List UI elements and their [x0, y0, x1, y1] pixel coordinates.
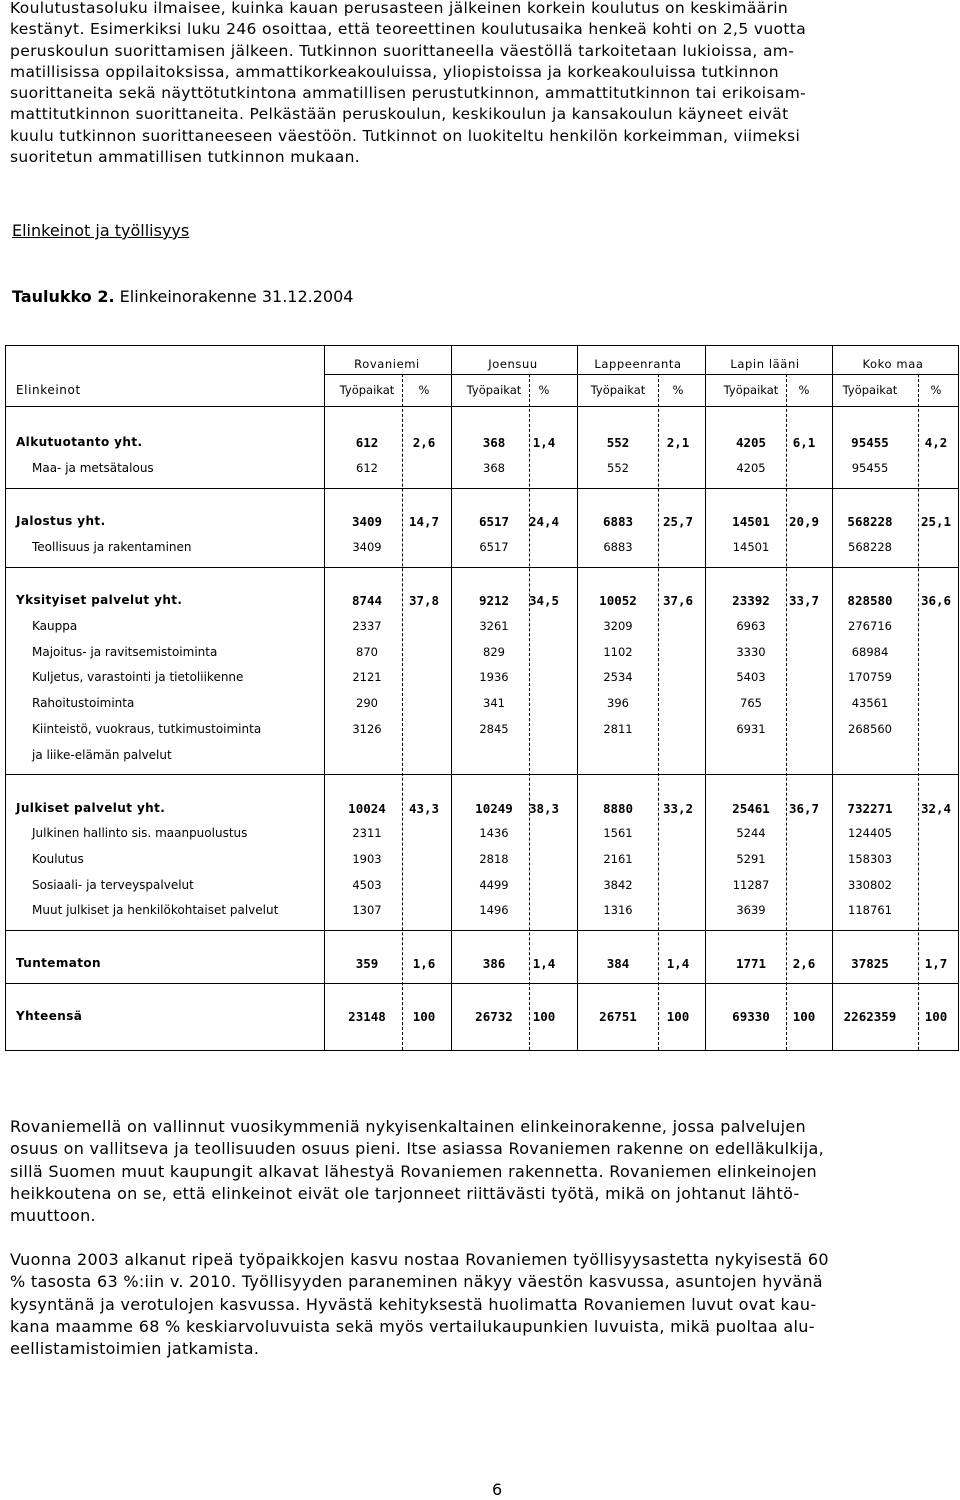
paragraph-line: kysyntänä ja verotulojen kasvussa. Hyvästä kehityksestä huolimatta Rovaniemen luvut ovat kau-	[10, 1294, 817, 1314]
jobs-cell: 6931	[736, 722, 766, 736]
jobs-cell: 6883	[602, 514, 634, 529]
group-divider	[6, 774, 958, 775]
jobs-cell: 384	[606, 956, 630, 971]
pct-header: %	[798, 383, 810, 397]
jobs-cell: 2845	[479, 722, 509, 736]
row-label: Yhteensä	[16, 1009, 83, 1023]
paragraph-line: muuttoon.	[10, 1206, 96, 1226]
paragraph-line: osuus on vallitseva ja teollisuuden osuus pieni. Itse asiassa Rovaniemen rakenne on edelläkulkija,	[10, 1139, 824, 1159]
row-label: Alkutuotanto yht.	[16, 435, 143, 449]
jobs-cell: 2534	[603, 670, 633, 684]
column-dash	[529, 374, 530, 1050]
jobs-cell: 118761	[848, 903, 892, 917]
pct-cell: 25,7	[662, 514, 694, 529]
jobs-cell: 23148	[348, 1009, 386, 1024]
paragraph-line: % tasosta 63 %:iin v. 2010. Työllisyyden paraneminen näkyy väestön kasvussa, asuntojen hyvänä	[10, 1272, 823, 1292]
paragraph-structure	[10, 1116, 950, 1227]
jobs-cell: 10024	[348, 801, 386, 816]
intro-line: kestänyt. Esimerkiksi luku 246 osoittaa, että teoreettinen koulutusaika henkeä kohti on 2,5 vuotta	[10, 20, 807, 39]
pct-cell: 25,1	[920, 514, 952, 529]
jobs-cell: 14501	[732, 540, 770, 554]
pct-cell: 100	[412, 1009, 436, 1024]
jobs-cell: 2262359	[843, 1009, 897, 1024]
row-label: Maa- ja metsätalous	[32, 461, 154, 475]
jobs-cell: 95455	[851, 435, 889, 450]
pct-cell: 1,4	[532, 956, 556, 971]
pct-cell: 24,4	[528, 514, 560, 529]
jobs-cell: 37825	[851, 956, 889, 971]
jobs-cell: 6517	[479, 540, 509, 554]
pct-cell: 1,4	[532, 435, 556, 450]
group-divider	[6, 488, 958, 489]
jobs-cell: 10249	[475, 801, 513, 816]
row-label: Jalostus yht.	[16, 514, 106, 528]
pct-cell: 1,7	[924, 956, 948, 971]
jobs-cell: 3409	[352, 540, 382, 554]
intro-line: suoritetun ammatillisen tutkinnon mukaan.	[10, 148, 361, 167]
jobs-cell: 4499	[479, 878, 509, 892]
row-label: Koulutus	[32, 852, 84, 866]
jobs-cell: 1436	[479, 826, 509, 840]
jobs-cell: 612	[355, 435, 379, 450]
region-header: Rovaniemi	[354, 357, 420, 371]
industry-structure-table	[5, 345, 959, 1051]
pct-cell: 43,3	[408, 801, 440, 816]
row-header-label: Elinkeinot	[16, 383, 81, 397]
jobs-cell: 1102	[603, 645, 633, 659]
pct-header: %	[418, 383, 430, 397]
pct-cell: 100	[792, 1009, 816, 1024]
region-header: Koko maa	[862, 357, 924, 371]
jobs-cell: 359	[355, 956, 379, 971]
jobs-cell: 5403	[736, 670, 766, 684]
pct-cell: 6,1	[792, 435, 816, 450]
jobs-cell: 69330	[732, 1009, 770, 1024]
row-label: Julkiset palvelut yht.	[16, 801, 166, 815]
jobs-cell: 95455	[851, 461, 889, 475]
column-divider	[705, 346, 706, 1050]
pct-cell: 38,3	[528, 801, 560, 816]
jobs-cell: 14501	[732, 514, 770, 529]
pct-cell: 36,7	[788, 801, 820, 816]
jobs-cell: 552	[606, 435, 630, 450]
jobs-cell: 43561	[851, 696, 889, 710]
paragraph-line: kana maamme 68 % keskiarvoluvuista sekä myös vertailukaupunkien luvuista, mikä puoltaa alu-	[10, 1316, 815, 1336]
jobs-cell: 124405	[848, 826, 892, 840]
intro-line: peruskoulun suorittamisen jälkeen. Tutkinnon suorittaneella väestöllä tarkoitetaan lukioissa, am-	[10, 41, 795, 60]
jobs-header: Työpaikat	[339, 383, 395, 397]
jobs-cell: 870	[356, 645, 378, 659]
jobs-cell: 3330	[736, 645, 766, 659]
column-dash	[918, 374, 919, 1050]
row-label: Sosiaali- ja terveyspalvelut	[32, 878, 194, 892]
row-label: Kauppa	[32, 619, 78, 633]
paragraph-line: heikkoutena on se, että elinkeinot eivät ole tarjonneet riittävästi työtä, mikä on johtanut lähtö-	[10, 1183, 800, 1203]
jobs-header: Työpaikat	[723, 383, 779, 397]
jobs-cell: 612	[356, 461, 378, 475]
row-label: Muut julkiset ja henkilökohtaiset palvelut	[32, 903, 279, 917]
jobs-cell: 368	[482, 435, 506, 450]
jobs-cell: 5291	[736, 852, 766, 866]
jobs-cell: 2161	[603, 852, 633, 866]
column-divider	[577, 346, 578, 1050]
jobs-cell: 1561	[603, 826, 633, 840]
jobs-header: Työpaikat	[466, 383, 522, 397]
pct-cell: 2,1	[666, 435, 690, 450]
jobs-cell: 6883	[603, 540, 633, 554]
paragraph-employment	[10, 1249, 950, 1360]
paragraph-line: Rovaniemellä on vallinnut vuosikymmeniä nykyisenkaltainen elinkeinorakenne, jossa palvelujen	[10, 1117, 806, 1136]
intro-line: kuulu tutkinnon suorittaneeseen väestöön. Tutkinnot on luokiteltu henkilön korkeimman, viimeksi	[10, 126, 801, 145]
jobs-cell: 268560	[848, 722, 892, 736]
jobs-cell: 341	[483, 696, 505, 710]
jobs-cell: 11287	[732, 878, 770, 892]
jobs-cell: 2337	[352, 619, 382, 633]
table-caption	[12, 287, 353, 306]
jobs-cell: 23392	[732, 593, 770, 608]
pct-cell: 4,2	[924, 435, 948, 450]
pct-cell: 37,6	[662, 593, 694, 608]
region-header: Lapin lääni	[730, 357, 800, 371]
pct-cell: 100	[924, 1009, 948, 1024]
jobs-cell: 26751	[599, 1009, 637, 1024]
row-label: ja liike-elämän palvelut	[32, 748, 172, 762]
jobs-cell: 1307	[352, 903, 382, 917]
jobs-cell: 276716	[848, 619, 892, 633]
jobs-cell: 1936	[479, 670, 509, 684]
jobs-cell: 3409	[351, 514, 383, 529]
jobs-cell: 8744	[351, 593, 383, 608]
row-label: Yksityiset palvelut yht.	[16, 593, 183, 607]
jobs-cell: 6963	[736, 619, 766, 633]
jobs-cell: 25461	[732, 801, 770, 816]
jobs-cell: 2311	[352, 826, 382, 840]
jobs-cell: 2811	[603, 722, 633, 736]
jobs-cell: 9212	[478, 593, 510, 608]
jobs-cell: 10052	[599, 593, 637, 608]
jobs-cell: 3639	[736, 903, 766, 917]
column-dash	[402, 374, 403, 1050]
pct-cell: 1,6	[412, 956, 436, 971]
intro-line: Koulutustasoluku ilmaisee, kuinka kauan perusasteen jälkeinen korkein koulutus on keskimäärin	[10, 0, 789, 17]
header-divider	[324, 374, 958, 375]
paragraph-line: eellistamistoimien jatkamista.	[10, 1339, 260, 1359]
table-caption-title: Elinkeinorakenne 31.12.2004	[119, 287, 354, 306]
pct-cell: 33,7	[788, 593, 820, 608]
column-divider	[832, 346, 833, 1050]
jobs-cell: 368	[483, 461, 505, 475]
row-label: Kiinteistö, vuokraus, tutkimustoiminta	[32, 722, 262, 736]
jobs-cell: 4205	[736, 461, 766, 475]
jobs-cell: 386	[482, 956, 506, 971]
intro-line: mattitutkinnon suorittaneita. Pelkästään peruskoulun, keskikoulun ja kansakoulun käyneet eivät	[10, 105, 789, 124]
jobs-cell: 2818	[479, 852, 509, 866]
row-label: Julkinen hallinto sis. maanpuolustus	[32, 826, 248, 840]
jobs-cell: 765	[740, 696, 762, 710]
pct-cell: 20,9	[788, 514, 820, 529]
row-label: Tuntematon	[16, 956, 101, 970]
jobs-cell: 1496	[479, 903, 509, 917]
group-divider	[6, 567, 958, 568]
intro-line: suorittaneita sekä näyttötutkintona ammatillisen perustutkinnon, ammattitutkinnon tai erikoisam-	[10, 84, 807, 103]
jobs-cell: 396	[607, 696, 629, 710]
jobs-cell: 68984	[851, 645, 889, 659]
jobs-cell: 26732	[475, 1009, 513, 1024]
jobs-cell: 4503	[352, 878, 382, 892]
pct-cell: 1,4	[666, 956, 690, 971]
column-divider	[324, 346, 325, 1050]
region-header: Lappeenranta	[594, 357, 682, 371]
intro-line: matillisissa oppilaitoksissa, ammattikorkeakouluissa, yliopistoissa ja korkeakouluissa tutkinnon	[10, 62, 779, 81]
pct-header: %	[538, 383, 550, 397]
jobs-cell: 568228	[848, 540, 892, 554]
row-label: Rahoitustoiminta	[32, 696, 135, 710]
jobs-cell: 158303	[848, 852, 892, 866]
jobs-cell: 3842	[603, 878, 633, 892]
jobs-cell: 8880	[602, 801, 634, 816]
page-number: 6	[492, 1480, 503, 1499]
jobs-cell: 170759	[848, 670, 892, 684]
jobs-cell: 829	[483, 645, 505, 659]
pct-cell: 14,7	[408, 514, 440, 529]
table-caption-label: Taulukko 2.	[12, 287, 115, 306]
section-heading: Elinkeinot ja työllisyys	[12, 221, 190, 240]
jobs-cell: 6517	[478, 514, 510, 529]
header-divider	[6, 406, 958, 407]
jobs-header: Työpaikat	[590, 383, 646, 397]
jobs-header: Työpaikat	[842, 383, 898, 397]
jobs-cell: 2121	[352, 670, 382, 684]
paragraph-line: Vuonna 2003 alkanut ripeä työpaikkojen kasvu nostaa Rovaniemen työllisyysastetta nykyisestä 60	[10, 1250, 829, 1269]
jobs-cell: 568228	[847, 514, 893, 529]
jobs-cell: 1316	[603, 903, 633, 917]
row-label: Majoitus- ja ravitsemistoiminta	[32, 645, 218, 659]
pct-cell: 32,4	[920, 801, 952, 816]
jobs-cell: 290	[356, 696, 378, 710]
pct-cell: 37,8	[408, 593, 440, 608]
column-divider	[451, 346, 452, 1050]
jobs-cell: 4205	[735, 435, 767, 450]
jobs-cell: 5244	[736, 826, 766, 840]
region-header: Joensuu	[488, 357, 538, 371]
jobs-cell: 1903	[352, 852, 382, 866]
jobs-cell: 552	[607, 461, 629, 475]
pct-cell: 2,6	[412, 435, 436, 450]
jobs-cell: 3209	[603, 619, 633, 633]
paragraph-line: sillä Suomen muut kaupungit alkavat lähestyä Rovaniemen rakennetta. Rovaniemen elinkeinojen	[10, 1161, 817, 1181]
row-label: Teollisuus ja rakentaminen	[32, 540, 192, 554]
jobs-cell: 732271	[847, 801, 893, 816]
jobs-cell: 3261	[479, 619, 509, 633]
pct-cell: 2,6	[792, 956, 816, 971]
row-label: Kuljetus, varastointi ja tietoliikenne	[32, 670, 244, 684]
jobs-cell: 330802	[848, 878, 892, 892]
pct-cell: 100	[666, 1009, 690, 1024]
jobs-cell: 1771	[735, 956, 767, 971]
jobs-cell: 828580	[847, 593, 893, 608]
pct-header: %	[930, 383, 942, 397]
pct-cell: 36,6	[920, 593, 952, 608]
pct-header: %	[672, 383, 684, 397]
group-divider	[6, 983, 958, 984]
pct-cell: 34,5	[528, 593, 560, 608]
pct-cell: 33,2	[662, 801, 694, 816]
column-dash	[786, 374, 787, 1050]
group-divider	[6, 930, 958, 931]
pct-cell: 100	[532, 1009, 556, 1024]
jobs-cell: 3126	[352, 722, 382, 736]
column-dash	[658, 374, 659, 1050]
intro-paragraph	[10, 0, 950, 168]
